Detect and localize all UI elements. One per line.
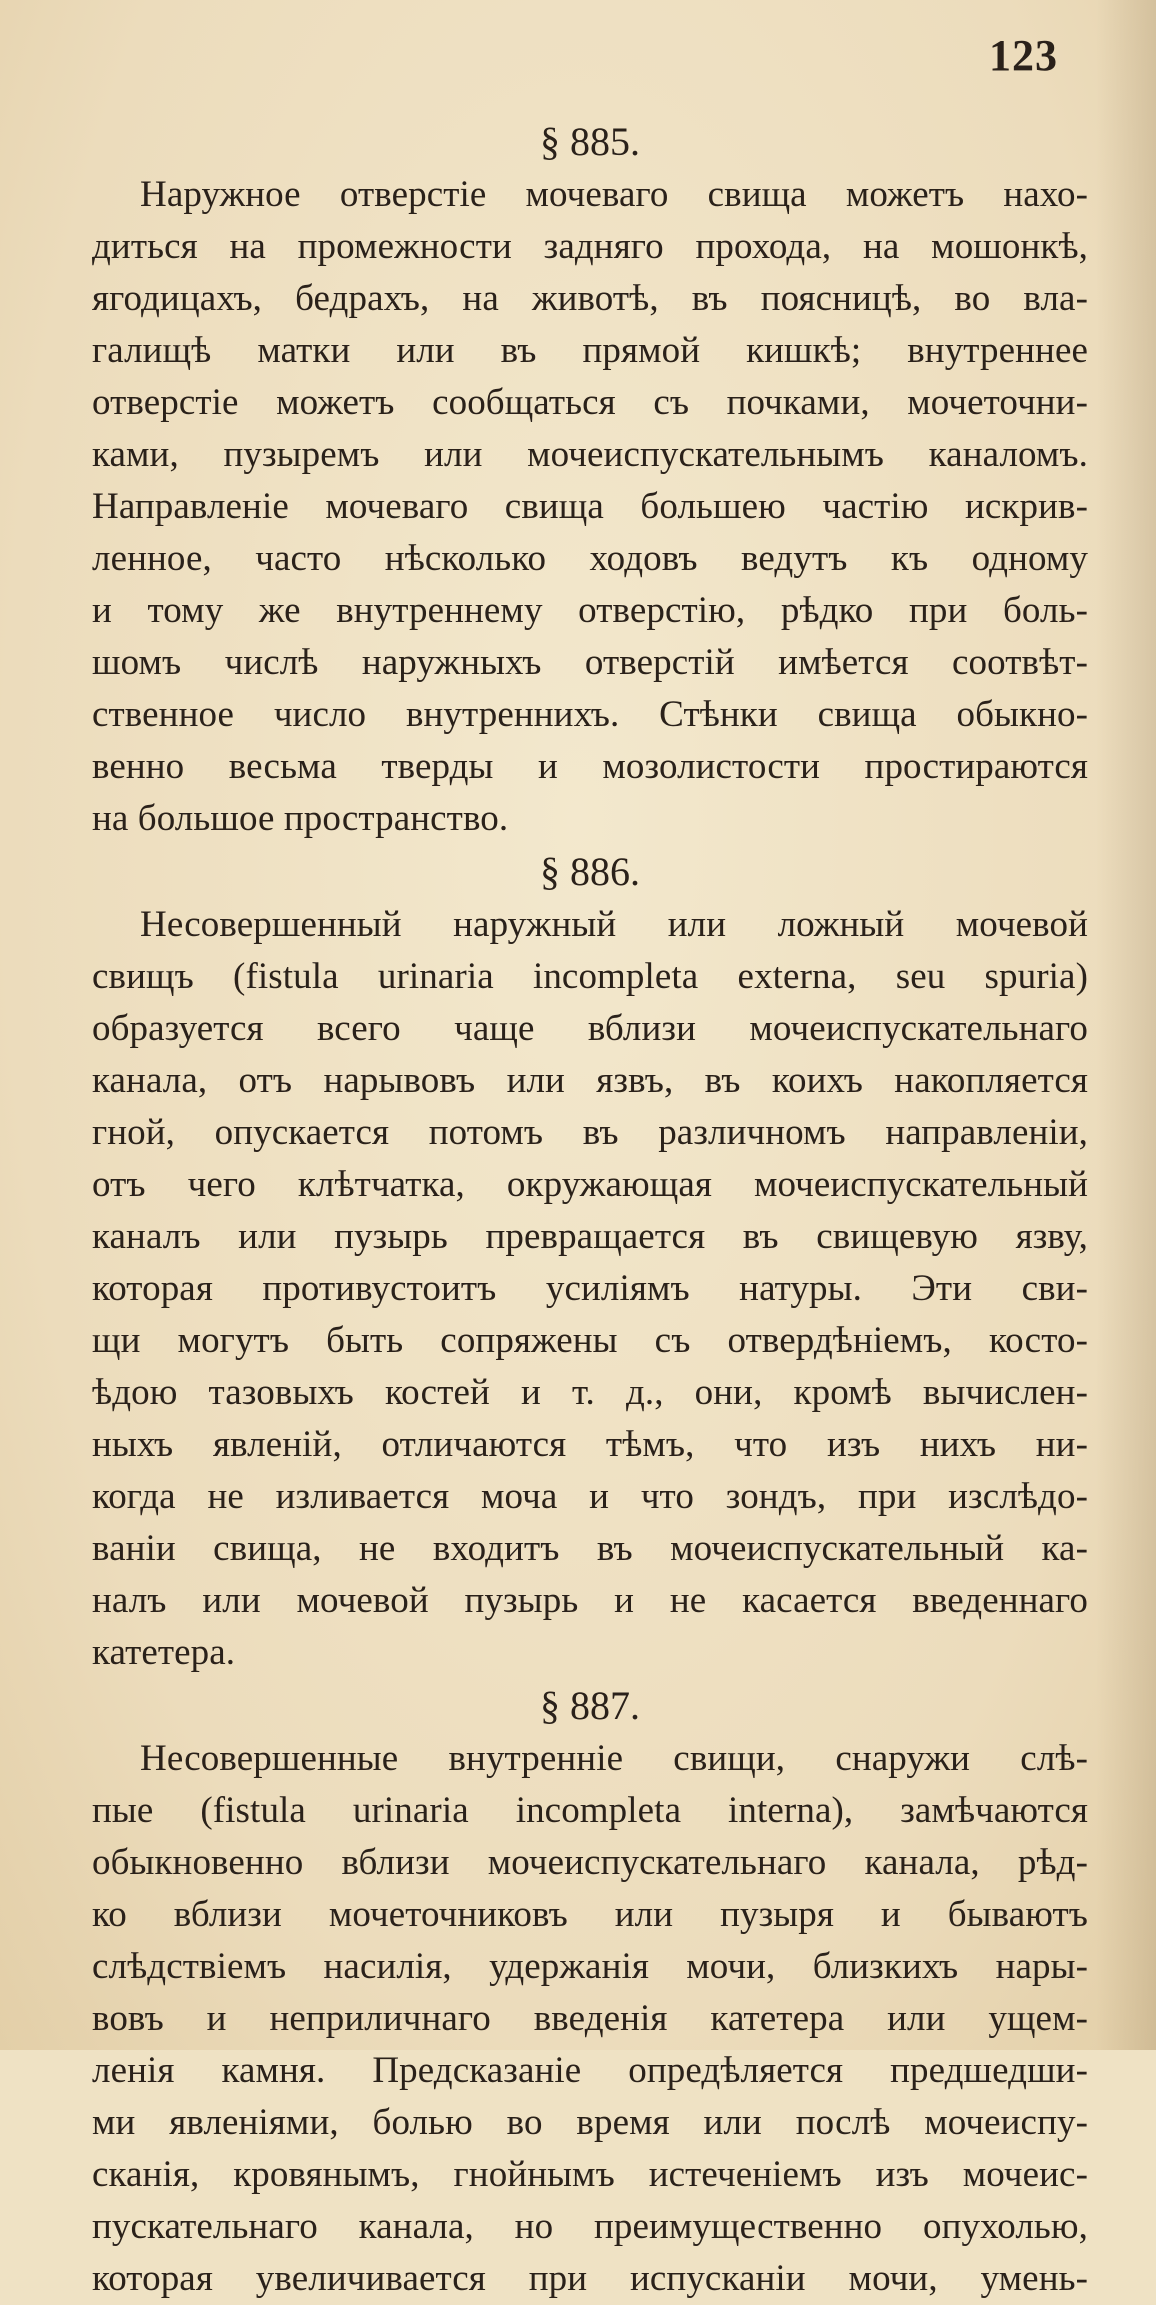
section-heading: § 885. [540, 119, 640, 164]
section-886 [92, 845, 1088, 1679]
text-line: Несовершенные внутренніе свищи, снаружи слѣ- [140, 1738, 1088, 1779]
text-line: диться на промежности задняго прохода, на мошонкѣ, [92, 226, 1088, 267]
text-line: гной, опускается потомъ въ различномъ направленіи, [92, 1112, 1088, 1153]
text-line: ко вблизи мочеточниковъ или пузыря и бываютъ [92, 1894, 1088, 1935]
text-line: Несовершенный наружный или ложный мочевой [140, 904, 1088, 945]
text-line: ственное число внутреннихъ. Стѣнки свища обыкно- [92, 694, 1088, 735]
text-line: налъ или мочевой пузырь и не касается введеннаго [92, 1580, 1088, 1621]
text-line: Наружное отверстіе мочеваго свища можетъ нахо- [140, 174, 1088, 215]
text-line: пые (fistula urinaria incompleta interna), замѣчаются [92, 1790, 1088, 1831]
text-line: ми явленіями, болью во время или послѣ мочеиспу- [92, 2102, 1088, 2143]
section-heading: § 887. [540, 1683, 640, 1728]
text-block [92, 115, 1088, 2305]
text-line: канала, отъ нарывовъ или язвъ, въ коихъ накопляется [92, 1060, 1088, 1101]
text-line: ягодицахъ, бедрахъ, на животѣ, въ поясницѣ, во вла- [92, 278, 1088, 319]
text-line: сканія, кровянымъ, гнойнымъ истеченіемъ изъ мочеис- [92, 2154, 1088, 2195]
text-line: которая противустоитъ усиліямъ натуры. Эти сви- [92, 1268, 1088, 1309]
text-line: отверстіе можетъ сообщаться съ почками, мочеточни- [92, 382, 1088, 423]
text-line: образуется всего чаще вблизи мочеиспускательнаго [92, 1008, 1088, 1049]
text-line: катетера. [92, 1632, 236, 1673]
text-line: слѣдствіемъ насилія, удержанія мочи, близкихъ нары- [92, 1946, 1088, 1987]
text-line: галищѣ матки или въ прямой кишкѣ; внутреннее [92, 330, 1088, 371]
section-heading: § 886. [540, 849, 640, 894]
text-line: вовъ и неприличнаго введенія катетера или ущем- [92, 1998, 1088, 2039]
text-line: свищъ (fistula urinaria incompleta externa, seu spuria) [92, 956, 1088, 997]
text-line: каналъ или пузырь превращается въ свищевую язву, [92, 1216, 1088, 1257]
text-line: ѣдою тазовыхъ костей и т. д., они, кромѣ вычислен- [92, 1372, 1088, 1413]
text-line: обыкновенно вблизи мочеиспускательнаго канала, рѣд- [92, 1842, 1088, 1883]
page-number: 123 [989, 31, 1058, 80]
section-885 [92, 115, 1088, 845]
text-line: венно весьма тверды и мозолистости простираются [92, 746, 1088, 787]
text-line: ленное, часто нѣсколько ходовъ ведутъ къ одному [92, 538, 1088, 579]
text-line: Направленіе мочеваго свища большею частію искрив- [92, 486, 1088, 527]
text-line: ваніи свища, не входитъ въ мочеиспускательный ка- [92, 1528, 1088, 1569]
text-line: отъ чего клѣтчатка, окружающая мочеиспускательный [92, 1164, 1088, 1205]
text-line: и тому же внутреннему отверстію, рѣдко при боль- [92, 590, 1088, 631]
text-line: которая увеличивается при испусканіи мочи, умень- [92, 2258, 1088, 2299]
text-line: когда не изливается моча и что зондъ, при изслѣдо- [92, 1476, 1088, 1517]
section-887 [92, 1679, 1088, 2305]
text-line: шомъ числѣ наружныхъ отверстій имѣется соотвѣт- [92, 642, 1088, 683]
text-line: ками, пузыремъ или мочеиспускательнымъ каналомъ. [92, 434, 1088, 475]
text-line: ленія камня. Предсказаніе опредѣляется предшедши- [92, 2050, 1088, 2091]
text-line: щи могутъ быть сопряжены съ отвердѣніемъ, косто- [92, 1320, 1088, 1361]
text-line: на большое пространство. [92, 798, 509, 839]
text-line: пускательнаго канала, но преимущественно опухолью, [92, 2206, 1088, 2247]
text-line: ныхъ явленій, отличаются тѣмъ, что изъ нихъ ни- [92, 1424, 1088, 1465]
